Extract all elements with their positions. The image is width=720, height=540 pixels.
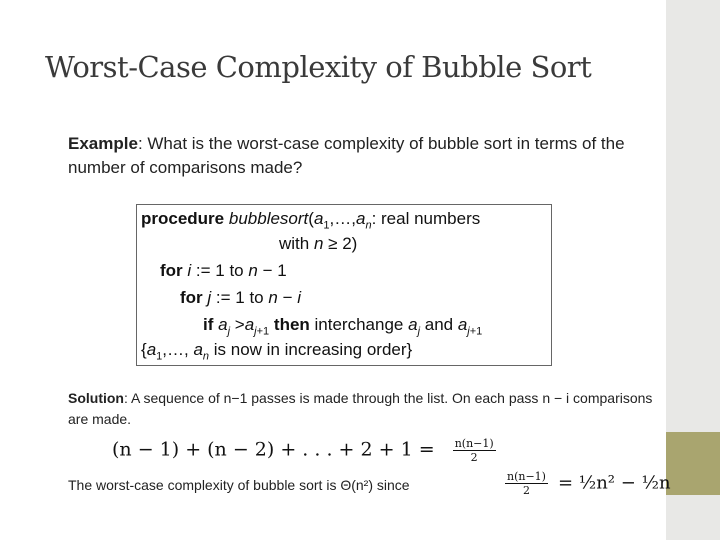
procedure-line-1: procedure $bubblesort(a_1,\dots,a_n$: real numbers bbox=[141, 209, 481, 232]
solution-text: : A sequence of n−1 passes is made through the list. On each pass n − i comparisons are made. bbox=[68, 390, 653, 427]
procedure-line-6: {$a_1,\dots$, $a_n$ is now in increasing order} bbox=[141, 340, 413, 363]
complexity-formula bbox=[505, 470, 671, 497]
procedure-box bbox=[136, 204, 552, 366]
sum-formula-denominator: 2 bbox=[470, 451, 478, 464]
complexity-formula-rest: = ½n² − ½n bbox=[557, 472, 671, 494]
worst-case-text: The worst-case complexity of bubble sort is Θ(n²) since bbox=[68, 477, 410, 493]
decorative-bottom-block bbox=[666, 495, 720, 540]
sum-formula-left: (n − 1) + (n − 2) + . . . + 2 + 1 = bbox=[112, 438, 435, 461]
example-paragraph bbox=[68, 132, 628, 180]
example-text: : What is the worst-case complexity of bubble sort in terms of the number of comparisons made? bbox=[68, 134, 625, 177]
solution-label: Solution bbox=[68, 390, 124, 406]
sum-formula bbox=[112, 437, 496, 464]
complexity-formula-numerator: n(n−1) bbox=[507, 470, 546, 483]
procedure-line-5: if $a_j >a_{j+1}$ then interchange $a_j$ and $a_{j+1}$ bbox=[203, 315, 483, 338]
complexity-formula-denominator: 2 bbox=[522, 484, 530, 497]
procedure-line-3: for i := 1 to n − 1 bbox=[160, 261, 287, 280]
complexity-formula-fraction bbox=[505, 470, 548, 497]
slide-title: Worst-Case Complexity of Bubble Sort bbox=[45, 50, 592, 84]
decorative-light-block bbox=[666, 0, 720, 432]
sum-formula-numerator: n(n−1) bbox=[454, 437, 494, 450]
example-label: Example bbox=[68, 134, 138, 153]
procedure-line-4: for j := 1 to n − i bbox=[180, 288, 301, 307]
solution-paragraph bbox=[68, 388, 658, 430]
sum-formula-fraction bbox=[453, 437, 496, 464]
procedure-line-2: with n ≥ 2) bbox=[279, 234, 358, 253]
decorative-olive-block bbox=[666, 432, 720, 495]
decorative-side-bar bbox=[666, 0, 720, 540]
